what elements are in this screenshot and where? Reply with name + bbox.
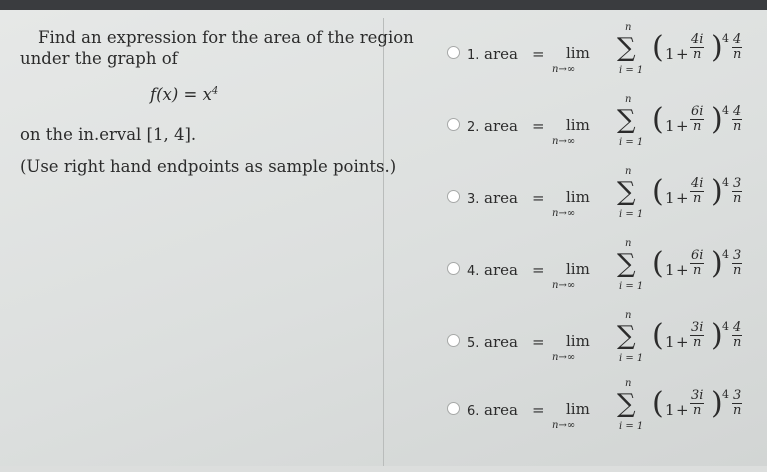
inner-numerator: 6i [691, 104, 704, 119]
equals-sign: = [532, 117, 545, 135]
outer-denominator: n [732, 403, 742, 418]
option-variable: area [484, 401, 518, 419]
plus-sign: + [676, 189, 689, 207]
power: 4 [722, 176, 729, 189]
equals-sign: = [532, 189, 545, 207]
one-term: 1 [665, 333, 675, 351]
limit-label: lim [566, 332, 590, 350]
left-paren: ( [652, 174, 664, 209]
option-number: 4. [467, 264, 480, 279]
inner-denominator: n [693, 263, 702, 278]
sigma-icon: ∑ [617, 33, 636, 63]
option-variable: area [484, 261, 518, 279]
outer-numerator: 4 [733, 104, 742, 119]
inner-fraction [690, 104, 704, 134]
sum-lower-limit: i = 1 [619, 281, 644, 292]
option-number: 5. [467, 336, 480, 351]
outer-numerator: 3 [733, 388, 742, 403]
limit-label: lim [566, 400, 590, 418]
outer-fraction [732, 32, 742, 62]
sum-lower-limit: i = 1 [619, 209, 644, 220]
option-variable: area [484, 333, 518, 351]
right-paren: ) [711, 386, 723, 421]
sum-lower-limit: i = 1 [619, 421, 644, 432]
equals-sign: = [532, 45, 545, 63]
limit-subscript: n→∞ [552, 280, 576, 291]
left-paren: ( [652, 246, 664, 281]
one-term: 1 [665, 117, 675, 135]
outer-denominator: n [732, 335, 742, 350]
limit-label: lim [566, 116, 590, 134]
outer-numerator: 4 [733, 320, 742, 335]
sum-upper-limit: n [625, 166, 632, 177]
limit-label: lim [566, 188, 590, 206]
function-expression: f(x) = x [150, 85, 212, 104]
limit-subscript: n→∞ [552, 420, 576, 431]
sum-lower-limit: i = 1 [619, 137, 644, 148]
plus-sign: + [676, 401, 689, 419]
radio-button[interactable] [447, 262, 460, 275]
right-paren: ) [711, 246, 723, 281]
outer-fraction [732, 320, 742, 350]
sum-upper-limit: n [625, 378, 632, 389]
sigma-icon: ∑ [617, 321, 636, 351]
right-paren: ) [711, 102, 723, 137]
equals-sign: = [532, 401, 545, 419]
question-instruction: (Use right hand endpoints as sample points.) [20, 157, 397, 176]
inner-fraction [690, 248, 704, 278]
left-paren: ( [652, 318, 664, 353]
outer-numerator: 3 [733, 176, 742, 191]
limit-subscript: n→∞ [552, 208, 576, 219]
top-bar [0, 0, 767, 10]
radio-button[interactable] [447, 402, 460, 415]
inner-denominator: n [693, 335, 702, 350]
left-paren: ( [652, 102, 664, 137]
power: 4 [722, 320, 729, 333]
outer-denominator: n [732, 191, 742, 206]
limit-subscript: n→∞ [552, 136, 576, 147]
inner-numerator: 3i [691, 320, 704, 335]
inner-numerator: 4i [691, 32, 704, 47]
right-paren: ) [711, 174, 723, 209]
one-term: 1 [665, 189, 675, 207]
sum-lower-limit: i = 1 [619, 65, 644, 76]
option-formula [462, 378, 762, 472]
plus-sign: + [676, 45, 689, 63]
limit-label: lim [566, 44, 590, 62]
outer-fraction [732, 248, 742, 278]
inner-denominator: n [693, 403, 702, 418]
sum-upper-limit: n [625, 310, 632, 321]
question-line-2: under the graph of [20, 49, 178, 68]
left-paren: ( [652, 386, 664, 421]
sum-lower-limit: i = 1 [619, 353, 644, 364]
radio-button[interactable] [447, 46, 460, 59]
sum-upper-limit: n [625, 22, 632, 33]
inner-numerator: 4i [691, 176, 704, 191]
one-term: 1 [665, 45, 675, 63]
answer-option[interactable] [0, 378, 767, 472]
function-exponent: 4 [211, 85, 219, 97]
sigma-icon: ∑ [617, 177, 636, 207]
outer-denominator: n [732, 119, 742, 134]
option-variable: area [484, 117, 518, 135]
outer-numerator: 4 [733, 32, 742, 47]
plus-sign: + [676, 117, 689, 135]
limit-subscript: n→∞ [552, 352, 576, 363]
plus-sign: + [676, 333, 689, 351]
sigma-icon: ∑ [617, 249, 636, 279]
inner-fraction [690, 388, 704, 418]
inner-denominator: n [693, 119, 702, 134]
equals-sign: = [532, 261, 545, 279]
outer-fraction [732, 388, 742, 418]
left-paren: ( [652, 30, 664, 65]
power: 4 [722, 104, 729, 117]
option-variable: area [484, 45, 518, 63]
radio-button[interactable] [447, 190, 460, 203]
sum-upper-limit: n [625, 94, 632, 105]
inner-numerator: 6i [691, 248, 704, 263]
outer-denominator: n [732, 47, 742, 62]
plus-sign: + [676, 261, 689, 279]
limit-subscript: n→∞ [552, 64, 576, 75]
inner-numerator: 3i [691, 388, 704, 403]
power: 4 [722, 32, 729, 45]
inner-fraction [690, 32, 704, 62]
option-number: 1. [467, 48, 480, 63]
radio-button[interactable] [447, 118, 460, 131]
one-term: 1 [665, 261, 675, 279]
outer-fraction [732, 104, 742, 134]
right-paren: ) [711, 30, 723, 65]
inner-denominator: n [693, 47, 702, 62]
one-term: 1 [665, 401, 675, 419]
power: 4 [722, 388, 729, 401]
sigma-icon: ∑ [617, 105, 636, 135]
equals-sign: = [532, 333, 545, 351]
inner-fraction [690, 176, 704, 206]
question-interval: on the in.erval [1, 4]. [20, 125, 197, 144]
option-number: 6. [467, 404, 480, 419]
option-number: 3. [467, 192, 480, 207]
outer-fraction [732, 176, 742, 206]
power: 4 [722, 248, 729, 261]
option-variable: area [484, 189, 518, 207]
outer-numerator: 3 [733, 248, 742, 263]
sigma-icon: ∑ [617, 389, 636, 419]
right-paren: ) [711, 318, 723, 353]
limit-label: lim [566, 260, 590, 278]
sum-upper-limit: n [625, 238, 632, 249]
inner-denominator: n [693, 191, 702, 206]
option-number: 2. [467, 120, 480, 135]
radio-button[interactable] [447, 334, 460, 347]
question-line-1: Find an expression for the area of the region [38, 28, 414, 47]
outer-denominator: n [732, 263, 742, 278]
inner-fraction [690, 320, 704, 350]
